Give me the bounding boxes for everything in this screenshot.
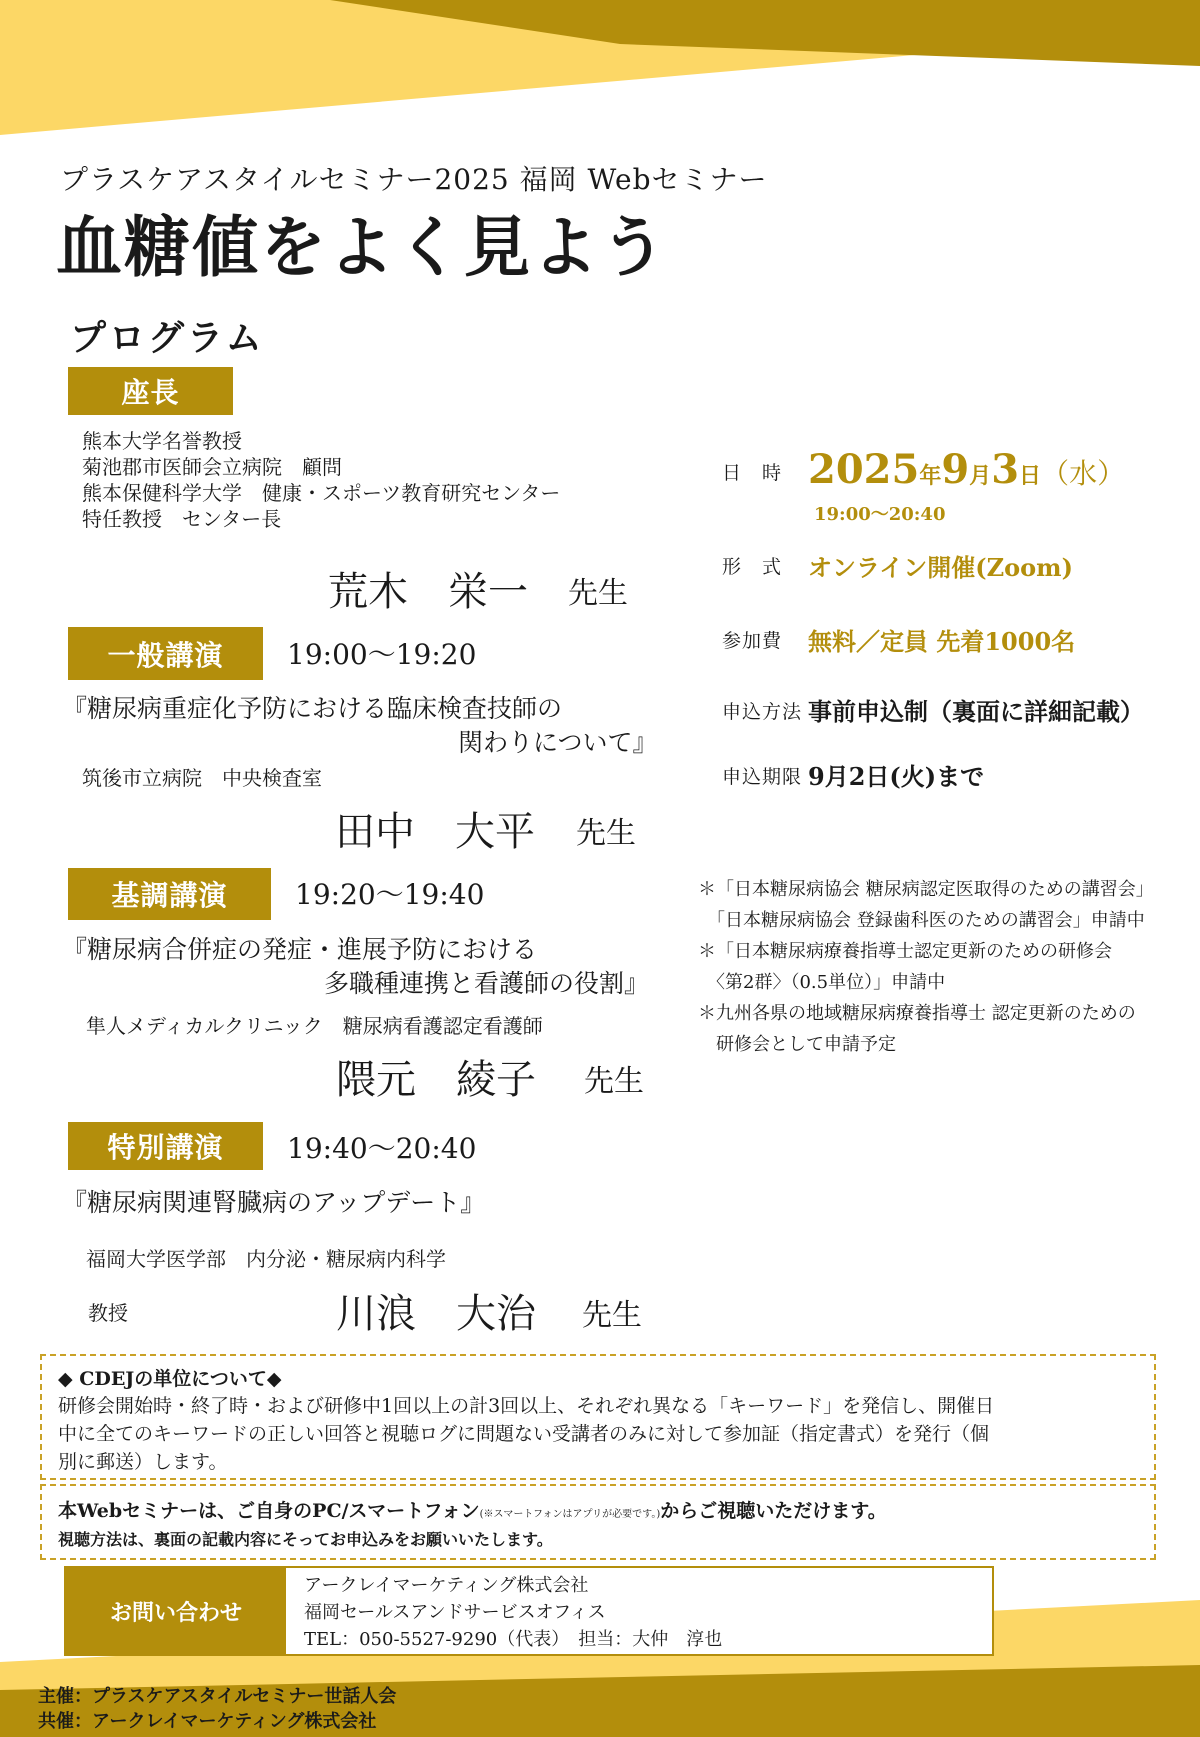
apply-label: 申込方法 bbox=[722, 701, 803, 723]
date-day-unit: 日 bbox=[1019, 463, 1042, 489]
lecture3-honorific: 先生 bbox=[582, 1298, 642, 1333]
lecture2-affiliation: 隼人メディカルクリニック 糖尿病看護認定看護師 bbox=[86, 1014, 543, 1038]
accreditation-notes bbox=[698, 874, 1154, 1060]
lecture3-position: 教授 bbox=[88, 1301, 128, 1325]
note-line: ＊九州各県の地域糖尿病療養指導士 認定更新のための bbox=[698, 1003, 1136, 1024]
date-day: 3 bbox=[991, 446, 1020, 493]
chair-affiliation-line: 熊本大学名誉教授 bbox=[82, 429, 242, 453]
viewing-line1-note: (※スマートフォンはアプリが必要です。) bbox=[479, 1509, 661, 1520]
viewing-line1-main: 本Webセミナーは、ご自身のPC/スマートフォン bbox=[58, 1500, 480, 1522]
chair-affiliation-line: 特任教授 センター長 bbox=[82, 507, 282, 531]
note-line: 「日本糖尿病協会 登録歯科医のための講習会」申請中 bbox=[698, 910, 1145, 931]
deadline-label: 申込期限 bbox=[722, 766, 803, 788]
cdej-line: 中に全てのキーワードの正しい回答と視聴ログに問題ない受講者のみに対して参加証（指定書式）を発行（個 bbox=[58, 1423, 990, 1445]
lecture1-affiliation: 筑後市立病院 中央検査室 bbox=[82, 766, 322, 790]
contact-company: アークレイマーケティング株式会社 bbox=[304, 1575, 589, 1596]
event-time: 19:00〜20:40 bbox=[814, 504, 946, 525]
lecture3-tag: 特別講演 bbox=[68, 1122, 263, 1170]
lecture3-time: 19:40〜20:40 bbox=[287, 1132, 477, 1165]
note-line: 研修会として申請予定 bbox=[698, 1034, 896, 1055]
format-label: 形 式 bbox=[722, 556, 783, 578]
lecture2-honorific: 先生 bbox=[584, 1064, 644, 1099]
lecture1-time: 19:00〜19:20 bbox=[287, 638, 477, 671]
lecture2-tag: 基調講演 bbox=[68, 868, 271, 920]
viewing-line1-end: からご視聴いただけます。 bbox=[660, 1500, 887, 1522]
viewing-line1 bbox=[58, 1498, 1138, 1528]
contact-box bbox=[64, 1566, 994, 1656]
fee-label: 参加費 bbox=[722, 630, 783, 652]
contact-tel: TEL：050-5527-9290（代表） 担当：大仲 淳也 bbox=[304, 1629, 723, 1650]
lecture1-speaker-name: 田中 大平 bbox=[335, 809, 535, 855]
page-title: 血糖値をよく見よう bbox=[56, 208, 668, 286]
chair-affiliation-line: 菊池郡市医師会立病院 顧問 bbox=[82, 455, 342, 479]
lecture2-speaker-name: 隈元 綾子 bbox=[336, 1057, 536, 1103]
apply-value: 事前申込制（裏面に詳細記載） bbox=[808, 697, 1144, 726]
chair-tag: 座長 bbox=[68, 367, 233, 415]
program-heading: プログラム bbox=[70, 317, 265, 359]
lecture2-title-line1: 『糖尿病合併症の発症・進展予防における bbox=[62, 935, 538, 964]
format-value: オンライン開催(Zoom) bbox=[808, 553, 1073, 582]
footer-host: 主催：プラスケアスタイルセミナー世話人会 bbox=[38, 1686, 397, 1707]
viewing-line2: 視聴方法は、裏面の記載内容にそってお申込みをお願いいたします。 bbox=[58, 1530, 553, 1549]
chair-affiliation-line: 熊本保健科学大学 健康・スポーツ教育研究センター bbox=[82, 481, 561, 505]
lecture3-speaker-name: 川浪 大治 bbox=[336, 1291, 536, 1337]
lecture1-tag: 一般講演 bbox=[68, 627, 263, 680]
lecture3-affiliation: 福岡大学医学部 内分泌・糖尿病内科学 bbox=[86, 1247, 446, 1271]
chair-name: 荒木 栄一 bbox=[328, 569, 528, 615]
cdej-body bbox=[58, 1392, 1138, 1476]
contact-office: 福岡セールスアンドサービスオフィス bbox=[304, 1602, 606, 1623]
note-line: 〈第2群〉（0.5単位）」申請中 bbox=[698, 972, 946, 993]
note-line: ＊「日本糖尿病療養指導士認定更新のための研修会 bbox=[698, 941, 1112, 962]
lecture3-title: 『糖尿病関連腎臓病のアップデート』 bbox=[62, 1188, 486, 1217]
date-year: 2025 bbox=[808, 446, 920, 493]
lecture2-title-line2: 多職種連携と看護師の役割』 bbox=[324, 969, 650, 998]
cdej-box bbox=[40, 1354, 1156, 1480]
cdej-heading: ◆ CDEJの単位について◆ bbox=[58, 1368, 282, 1390]
lecture1-honorific: 先生 bbox=[576, 816, 636, 851]
event-date bbox=[808, 446, 1125, 493]
viewing-box bbox=[40, 1484, 1156, 1560]
note-line: ＊「日本糖尿病協会 糖尿病認定医取得のための講習会」 bbox=[698, 879, 1154, 900]
contact-details bbox=[286, 1568, 722, 1654]
lecture2-time: 19:20〜19:40 bbox=[295, 878, 485, 911]
chair-affiliation bbox=[82, 428, 560, 532]
date-month: 9 bbox=[941, 446, 970, 493]
date-label: 日 時 bbox=[722, 462, 783, 484]
chair-honorific: 先生 bbox=[568, 576, 628, 611]
date-year-unit: 年 bbox=[919, 463, 942, 489]
fee-value: 無料／定員 先着1000名 bbox=[808, 627, 1076, 656]
date-month-unit: 月 bbox=[969, 463, 992, 489]
seminar-subtitle: プラスケアスタイルセミナー2025 福岡 Webセミナー bbox=[60, 163, 768, 196]
contact-label: お問い合わせ bbox=[66, 1568, 286, 1654]
lecture1-title-line1: 『糖尿病重症化予防における臨床検査技師の bbox=[62, 694, 563, 723]
cdej-line: 別に郵送）します。 bbox=[58, 1451, 228, 1473]
footer-cohost: 共催：アークレイマーケティング株式会社 bbox=[38, 1711, 377, 1732]
deadline-value: 9月2日(火)まで bbox=[808, 762, 985, 791]
cdej-line: 研修会開始時・終了時・および研修中1回以上の計3回以上、それぞれ異なる「キーワード」を発信し、開催日 bbox=[58, 1395, 995, 1417]
lecture1-title-line2: 関わりについて』 bbox=[458, 728, 658, 757]
date-weekday: （水） bbox=[1041, 457, 1126, 490]
